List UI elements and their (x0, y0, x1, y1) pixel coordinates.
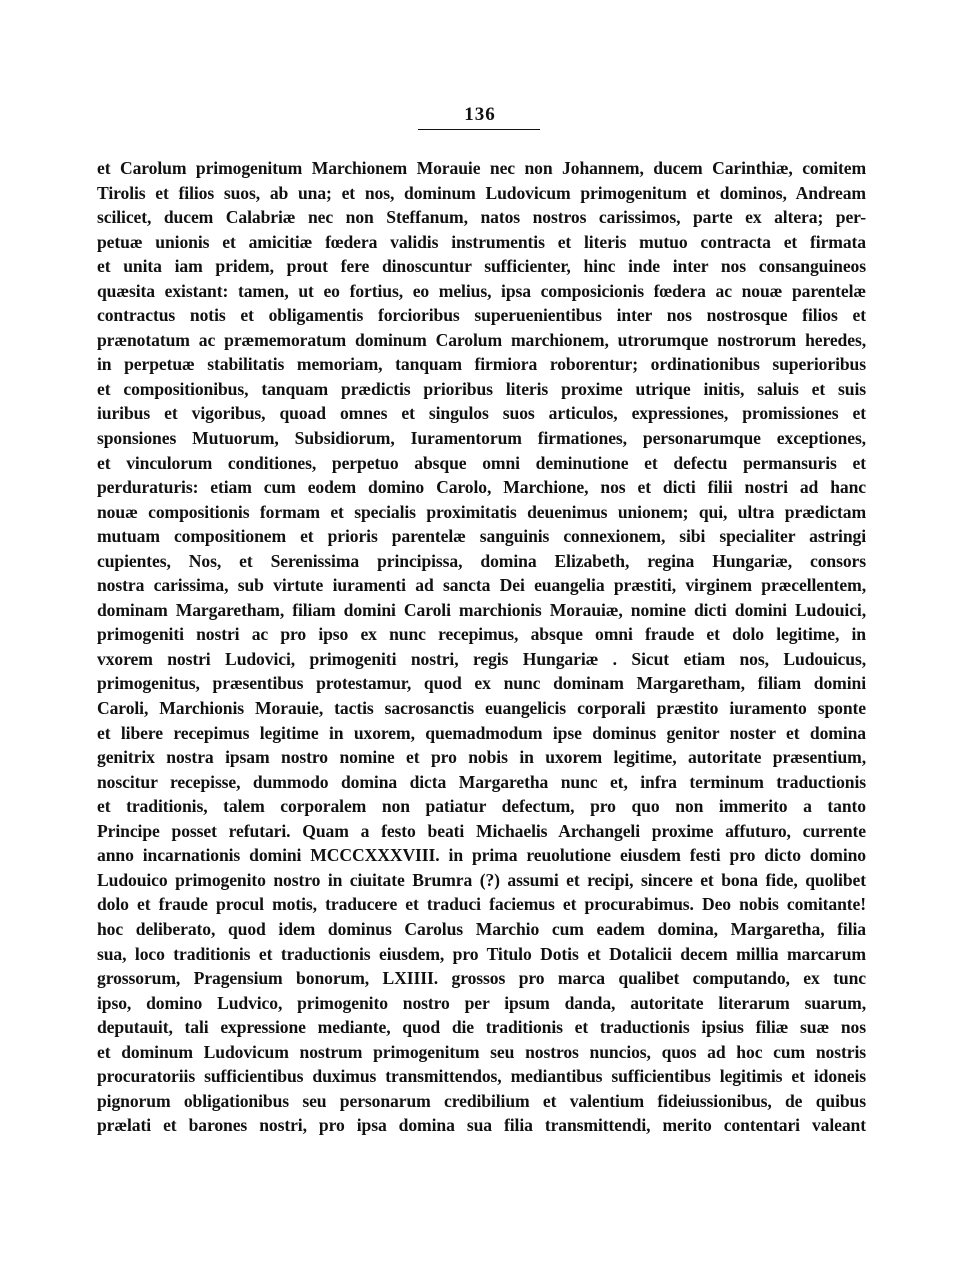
text-line: scilicet, ducem Calabriæ nec non Steffanum, natos nostros carissimos, parte ex altera; per- (97, 207, 866, 228)
text-line: prænotatum ac præmemoratum dominum Carolum marchionem, utrorumque nostrorum heredes, (97, 329, 866, 350)
text-line: hoc deliberato, quod idem dominus Carolus Marchio cum eadem domina, Margaretha, filia (97, 918, 866, 939)
text-line: iuribus et vigoribus, quoad omnes et singulos suos articulos, expressiones, promissiones et (97, 403, 866, 424)
header-rule (418, 129, 540, 130)
text-line: contractus notis et obligamentis forcioribus superuenientibus inter nos nostrosque filios et (97, 305, 866, 326)
text-line: in perpetuæ stabilitatis memoriam, tanquam firmiora roborentur; ordinationibus superioribus (97, 354, 866, 375)
text-line: et Carolum primogenitum Marchionem Morauie nec non Johannem, ducem Carinthiæ, comitem (97, 158, 866, 178)
text-line: dolo et fraude procul motis, traducere et traduci faciemus et procurabimus. Deo nobis comitante! (97, 894, 866, 915)
text-line: et traditionis, talem corporalem non patiatur defectum, pro quo non immerito a tanto (97, 796, 866, 817)
text-line: Tirolis et filios suos, ab una; et nos, dominum Ludovicum primogenitum et dominos, Andream (97, 182, 866, 203)
text-line: nostra carissima, sub virtute iuramenti ad sancta Dei euangelia præstiti, virginem præcellentem, (97, 575, 866, 596)
text-line: deputauit, tali expressione mediante, quod die traditionis et traductionis ipsius filiæ suæ nos (97, 1017, 866, 1038)
text-line: primogenitus, præsentibus protestamur, quod ex nunc dominam Margaretham, filiam domini (97, 673, 866, 694)
text-line: et unita iam pridem, prout fere dinoscuntur sufficienter, hinc inde inter nos consanguineos (97, 256, 866, 277)
text-line: Caroli, Marchionis Morauie, tactis sacrosanctis euangelicis corporali præstito iuramento sponte (97, 698, 866, 719)
text-line: dominam Margaretham, filiam domini Caroli marchionis Morauiæ, nomine dicti domini Ludouici, (97, 599, 866, 620)
text-line: mutuam compositionem et prioris parentelæ sanguinis connexionem, sibi specialiter astringi (97, 526, 866, 547)
text-line: pignorum obligationibus seu personarum credibilium et valentium fideiussionibus, de quibus (97, 1090, 866, 1111)
text-line: nouæ compositionis formam et specialis proximitatis deuenimus unionem; qui, ultra prædictam (97, 501, 866, 522)
text-line: petuæ unionis et amicitiæ fœdera validis instrumentis et literis mutuo contracta et firmata (97, 231, 866, 252)
page-number: 136 (464, 104, 496, 125)
text-line: prælati et barones nostri, pro ipsa domina sua filia transmittendi, merito contentari valeant (97, 1115, 866, 1136)
text-line: primogeniti nostri ac pro ipso ex nunc recepimus, absque omni fraude et dolo legitime, in (97, 624, 866, 645)
text-line: vxorem nostri Ludovici, primogeniti nostri, regis Hungariæ . Sicut etiam nos, Ludouicus, (97, 648, 866, 669)
text-line: grossorum, Pragensium bonorum, LXIIII. grossos pro marca qualibet computando, ex tunc (97, 968, 866, 989)
text-line: quæsita existant: tamen, ut eo fortius, eo melius, ipsa composicionis fœdera ac nouæ parentelæ (97, 280, 866, 301)
text-line: sponsiones Mutuorum, Subsidiorum, Iuramentorum firmationes, personarumque exceptiones, (97, 428, 866, 449)
text-line: noscitur recepisse, dummodo domina dicta Margaretha nunc et, infra terminum traductionis (97, 771, 866, 792)
text-line: et dominum Ludovicum nostrum primogenitum seu nostros nuncios, quos ad hoc cum nostris (97, 1041, 866, 1062)
text-line: procuratoriis sufficientibus duximus transmittendos, mediantibus sufficientibus legitimis et idoneis (97, 1066, 866, 1087)
text-line: sua, loco traditionis et traductionis eiusdem, pro Titulo Dotis et Dotalicii decem millia marcarum (97, 943, 866, 964)
text-line: Principe posset refutari. Quam a festo beati Michaelis Archangeli proxime affuturo, currente (97, 820, 866, 841)
text-line: ipso, domino Ludvico, primogenito nostro per ipsum danda, autoritate literarum suarum, (97, 992, 866, 1013)
text-line: et libere recepimus legitime in uxorem, quemadmodum ipse dominus genitor noster et domina (97, 722, 866, 743)
text-line: perduraturis: etiam cum eodem domino Carolo, Marchione, nos et dicti filii nostri ad hanc (97, 477, 866, 498)
text-line: et compositionibus, tanquam prædictis prioribus literis proxime utrique initis, saluis et suis (97, 378, 866, 399)
text-line: genitrix nostra ipsam nostro nomine et pro nobis in uxorem legitime, autoritate præsentium, (97, 747, 866, 768)
text-line: cupientes, Nos, et Serenissima principissa, domina Elizabeth, regina Hungariæ, consors (97, 550, 866, 571)
text-line: Ludouico primogenito nostro in ciuitate Brumra (?) assumi et recipi, sincere et bona fide, quolibet (97, 869, 866, 890)
text-line: et vinculorum conditiones, perpetuo absque omni deminutione et defectu permansuris et (97, 452, 866, 473)
text-line: anno incarnationis domini MCCCXXXVIII. in prima reuolutione eiusdem festi pro dicto domino (97, 845, 866, 866)
body-text (97, 156, 866, 1138)
